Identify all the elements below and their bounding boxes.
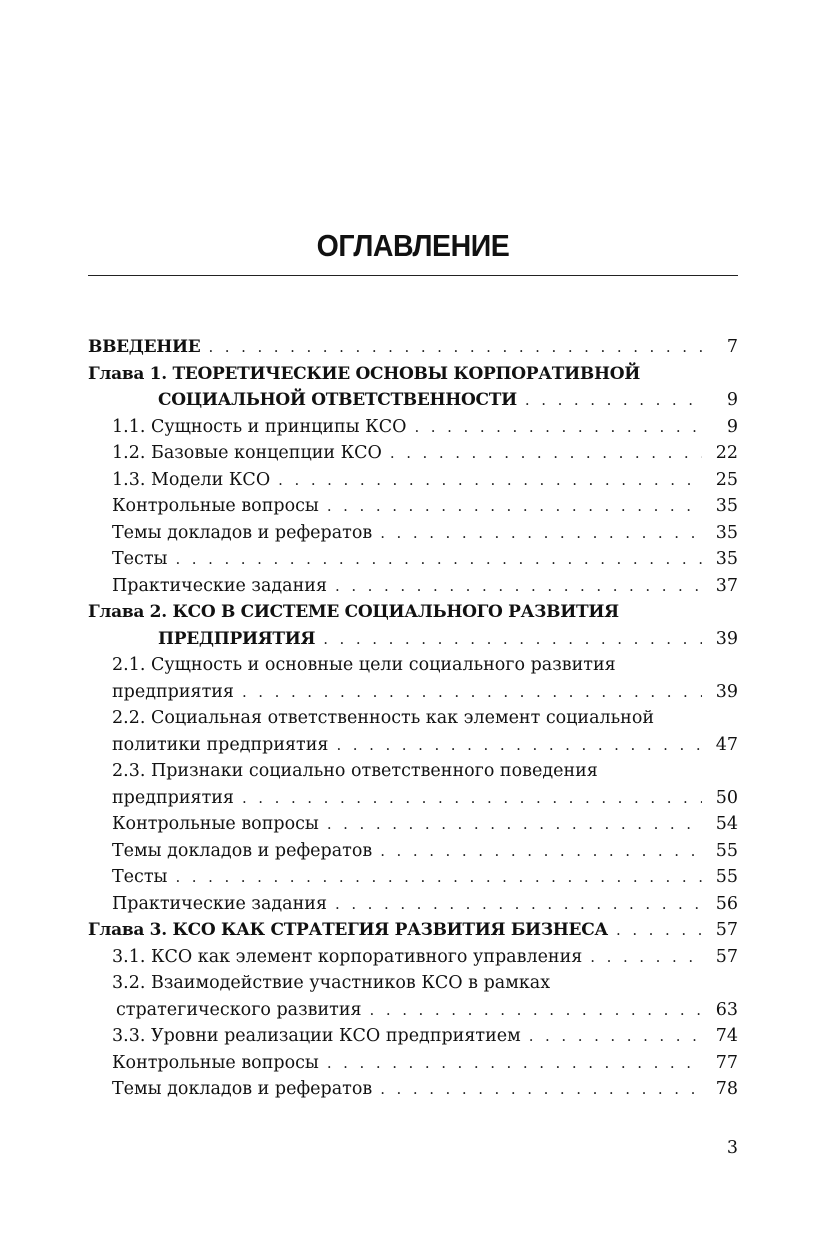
toc-entry-page: 56: [715, 893, 738, 914]
dot-leader: [335, 891, 702, 918]
toc-entry-3-2-line2[interactable]: [88, 997, 738, 1024]
toc-entry-1-1[interactable]: [88, 414, 738, 441]
toc-entry-page: 57: [715, 946, 738, 967]
toc-entry-control-questions-1[interactable]: [88, 493, 738, 520]
toc-entry-label: Темы докладов и рефератов: [112, 522, 373, 543]
toc-entry-label: 1.3. Модели КСО: [112, 469, 271, 490]
toc-entry-label: 3.2. Взаимодействие участников КСО в рамках: [112, 973, 551, 993]
title-rule: [88, 275, 738, 276]
toc-entry-label: Контрольные вопросы: [112, 1052, 319, 1073]
toc-entry-report-topics-1[interactable]: [88, 520, 738, 547]
toc-entry-page: 57: [715, 920, 738, 940]
toc-entry-label: Тесты: [112, 549, 168, 569]
dot-leader: [380, 1076, 702, 1103]
dot-leader: [208, 334, 702, 361]
dot-leader: [175, 546, 702, 573]
dot-leader: [380, 838, 702, 865]
toc-entry-label: 3.3. Уровни реализации КСО предприятием: [112, 1026, 521, 1046]
toc-entry-page: 39: [715, 681, 738, 702]
dot-leader: [390, 440, 702, 467]
toc-entry-label: Контрольные вопросы: [112, 496, 319, 516]
page-number: 3: [726, 1138, 738, 1158]
toc-entry-2-1-line1[interactable]: [88, 652, 738, 679]
toc-entry-label: ПРЕДПРИЯТИЯ: [158, 628, 316, 649]
toc-entry-page: 7: [726, 337, 738, 357]
toc-entry-page: 77: [715, 1052, 738, 1073]
toc-entry-page: 9: [726, 390, 738, 410]
toc-entry-label: Практические задания: [112, 893, 327, 914]
toc-entry-page: 35: [715, 549, 738, 569]
toc-entry-label: Глава 3. КСО КАК СТРАТЕГИЯ РАЗВИТИЯ БИЗНЕСА: [88, 920, 608, 940]
dot-leader: [590, 944, 702, 971]
toc-entry-label: политики предприятия: [112, 734, 329, 755]
toc-entry-page: 35: [715, 496, 738, 516]
toc-entry-report-topics-3[interactable]: [88, 1076, 738, 1103]
toc-entry-3-3[interactable]: [88, 1023, 738, 1050]
toc-entry-label: Темы докладов и рефератов: [112, 840, 373, 861]
toc-entry-practical-tasks-1[interactable]: [88, 573, 738, 600]
toc-entry-label: Тесты: [112, 867, 168, 887]
dot-leader: [336, 732, 702, 759]
dot-leader: [335, 573, 702, 600]
toc-entry-1-2[interactable]: [88, 440, 738, 467]
toc-entry-label: 2.3. Признаки социально ответственного поведения: [112, 761, 598, 781]
toc-chapter-2-line1[interactable]: [88, 599, 738, 626]
dot-leader: [327, 1050, 702, 1077]
toc-entry-practical-tasks-2[interactable]: [88, 891, 738, 918]
toc-entry-page: 50: [715, 787, 738, 808]
toc-entry-2-1-line2[interactable]: [88, 679, 738, 706]
toc-entry-label: Контрольные вопросы: [112, 814, 319, 834]
toc-entry-report-topics-2[interactable]: [88, 838, 738, 865]
dot-leader: [529, 1023, 702, 1050]
toc-entry-page: 78: [715, 1079, 738, 1099]
dot-leader: [323, 626, 702, 653]
toc-entry-control-questions-2[interactable]: [88, 811, 738, 838]
toc-entry-label: предприятия: [112, 681, 234, 702]
dot-leader: [278, 467, 702, 494]
toc-chapter-3[interactable]: [88, 917, 738, 944]
toc-entry-label: 2.2. Социальная ответственность как элемент социальной: [112, 708, 655, 728]
dot-leader: [525, 387, 702, 414]
toc-entry-tests-2[interactable]: [88, 864, 738, 891]
toc-entry-page: 39: [715, 628, 738, 649]
toc-entry-2-3-line1[interactable]: [88, 758, 738, 785]
dot-leader: [242, 785, 702, 812]
toc-entry-page: 54: [715, 814, 738, 834]
dot-leader: [370, 997, 702, 1024]
toc-entry-page: 63: [715, 999, 738, 1020]
dot-leader: [616, 917, 702, 944]
toc-entry-1-3[interactable]: [88, 467, 738, 494]
toc-entry-label: Глава 1. ТЕОРЕТИЧЕСКИЕ ОСНОВЫ КОРПОРАТИВНОЙ: [88, 363, 641, 384]
toc-entry-3-1[interactable]: [88, 944, 738, 971]
toc-chapter-1-line1[interactable]: [88, 361, 738, 388]
toc-entry-control-questions-3[interactable]: [88, 1050, 738, 1077]
dot-leader: [327, 811, 702, 838]
toc-entry-tests-1[interactable]: [88, 546, 738, 573]
toc-entry-page: 74: [715, 1026, 738, 1046]
toc-entry-page: 9: [726, 416, 738, 437]
dot-leader: [242, 679, 702, 706]
page-title: ОГЛАВЛЕНИЕ: [316, 228, 510, 263]
toc-entry-page: 47: [715, 734, 738, 755]
toc-entry-label: 1.1. Сущность и принципы КСО: [112, 416, 407, 437]
toc-entry-label: Глава 2. КСО В СИСТЕМЕ СОЦИАЛЬНОГО РАЗВИТИЯ: [88, 602, 619, 622]
toc-entry-label: предприятия: [112, 787, 234, 808]
toc-chapter-1-line2[interactable]: [88, 387, 738, 414]
toc-entry-label: стратегического развития: [116, 999, 362, 1020]
toc-entry-introduction[interactable]: [88, 334, 738, 361]
toc-entry-page: 25: [715, 469, 738, 490]
toc-entry-3-2-line1[interactable]: [88, 970, 738, 997]
toc-entry-label: 3.1. КСО как элемент корпоративного управления: [112, 946, 583, 967]
table-of-contents: [88, 334, 738, 1103]
dot-leader: [327, 493, 702, 520]
toc-entry-page: 55: [715, 867, 738, 887]
toc-entry-label: 1.2. Базовые концепции КСО: [112, 443, 382, 463]
toc-entry-2-2-line2[interactable]: [88, 732, 738, 759]
toc-entry-label: 2.1. Сущность и основные цели социального развития: [112, 655, 616, 675]
toc-entry-page: 37: [715, 575, 738, 596]
toc-entry-label: Практические задания: [112, 575, 327, 596]
toc-entry-page: 55: [715, 840, 738, 861]
toc-entry-label: СОЦИАЛЬНОЙ ОТВЕТСТВЕННОСТИ: [158, 390, 517, 410]
dot-leader: [380, 520, 702, 547]
toc-entry-page: 35: [715, 522, 738, 543]
toc-entry-2-3-line2[interactable]: [88, 785, 738, 812]
toc-entry-page: 22: [715, 443, 738, 463]
dot-leader: [175, 864, 702, 891]
toc-entry-label: Темы докладов и рефератов: [112, 1079, 373, 1099]
dot-leader: [414, 414, 702, 441]
toc-entry-2-2-line1[interactable]: [88, 705, 738, 732]
toc-chapter-2-line2[interactable]: [88, 626, 738, 653]
toc-entry-label: ВВЕДЕНИЕ: [88, 337, 201, 357]
